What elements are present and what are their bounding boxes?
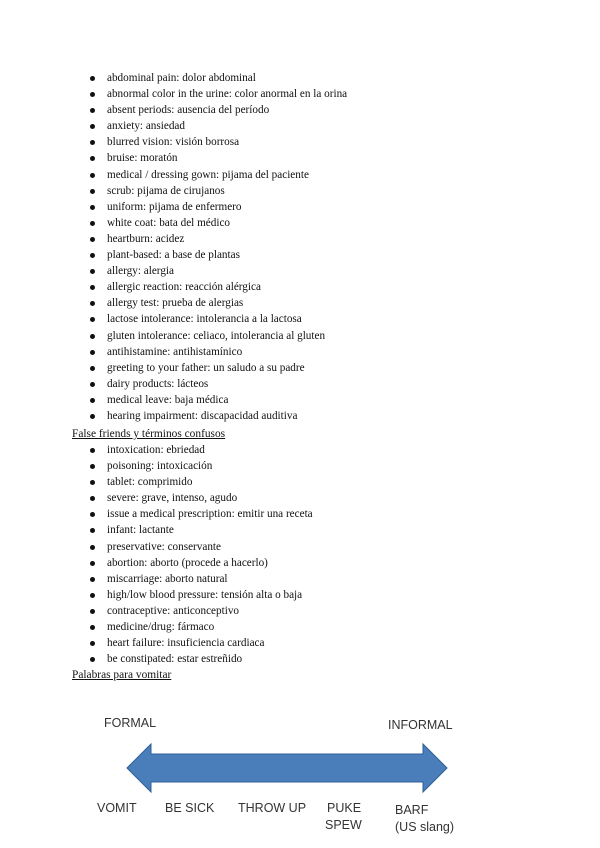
list-item: bruise: moratón	[84, 150, 347, 166]
list-item: severe: grave, intenso, agudo	[84, 490, 313, 506]
list-item: abortion: aborto (procede a hacerlo)	[84, 555, 313, 571]
list-item: lactose intolerance: intolerancia a la lactosa	[84, 311, 347, 327]
list-item: anxiety: ansiedad	[84, 118, 347, 134]
list-item: abdominal pain: dolor abdominal	[84, 70, 347, 86]
list-item: plant-based: a base de plantas	[84, 247, 347, 263]
formal-label: FORMAL	[104, 716, 157, 730]
list-item: heartburn: acidez	[84, 231, 347, 247]
list-item: heart failure: insuficiencia cardiaca	[84, 635, 313, 651]
vocab-list	[84, 70, 347, 424]
word-throw-up: THROW UP	[238, 801, 307, 815]
list-item: gluten intolerance: celiaco, intolerancia al gluten	[84, 328, 347, 344]
word-vomit: VOMIT	[97, 801, 137, 815]
list-item: allergic reaction: reacción alérgica	[84, 279, 347, 295]
list-item: hearing impairment: discapacidad auditiva	[84, 408, 347, 424]
list-item: uniform: pijama de enfermero	[84, 199, 347, 215]
word-puke: PUKE	[327, 801, 362, 815]
list-item: medical / dressing gown: pijama del paciente	[84, 167, 347, 183]
word-barf: BARF	[395, 803, 429, 817]
list-item: absent periods: ausencia del período	[84, 102, 347, 118]
list-item: greeting to your father: un saludo a su padre	[84, 360, 347, 376]
list-item: medicine/drug: fármaco	[84, 619, 313, 635]
list-item: blurred vision: visión borrosa	[84, 134, 347, 150]
list-item: abnormal color in the urine: color anormal en la orina	[84, 86, 347, 102]
list-item: issue a medical prescription: emitir una receta	[84, 506, 313, 522]
list-item: antihistamine: antihistamínico	[84, 344, 347, 360]
informal-label: INFORMAL	[388, 718, 453, 732]
list-item: tablet: comprimido	[84, 474, 313, 490]
vomit-heading: Palabras para vomitar	[72, 669, 172, 681]
list-item: contraceptive: anticonceptivo	[84, 603, 313, 619]
list-item: poisoning: intoxicación	[84, 458, 313, 474]
list-item: allergy: alergia	[84, 263, 347, 279]
list-item: miscarriage: aborto natural	[84, 571, 313, 587]
word-be-sick: BE SICK	[165, 801, 215, 815]
false-friends-heading: False friends y términos confusos	[72, 428, 226, 440]
list-item: medical leave: baja médica	[84, 392, 347, 408]
list-item: white coat: bata del médico	[84, 215, 347, 231]
word-us-slang: (US slang)	[395, 820, 455, 834]
list-item: infant: lactante	[84, 522, 313, 538]
word-spew: SPEW	[325, 818, 362, 832]
false-friends-list	[84, 442, 313, 667]
list-item: allergy test: prueba de alergias	[84, 295, 347, 311]
list-item: preservative: conservante	[84, 539, 313, 555]
list-item: dairy products: lácteos	[84, 376, 347, 392]
list-item: be constipated: estar estreñido	[84, 651, 313, 667]
list-item: intoxication: ebriedad	[84, 442, 313, 458]
list-item: scrub: pijama de cirujanos	[84, 183, 347, 199]
formality-arrow-icon	[125, 742, 449, 794]
list-item: high/low blood pressure: tensión alta o baja	[84, 587, 313, 603]
